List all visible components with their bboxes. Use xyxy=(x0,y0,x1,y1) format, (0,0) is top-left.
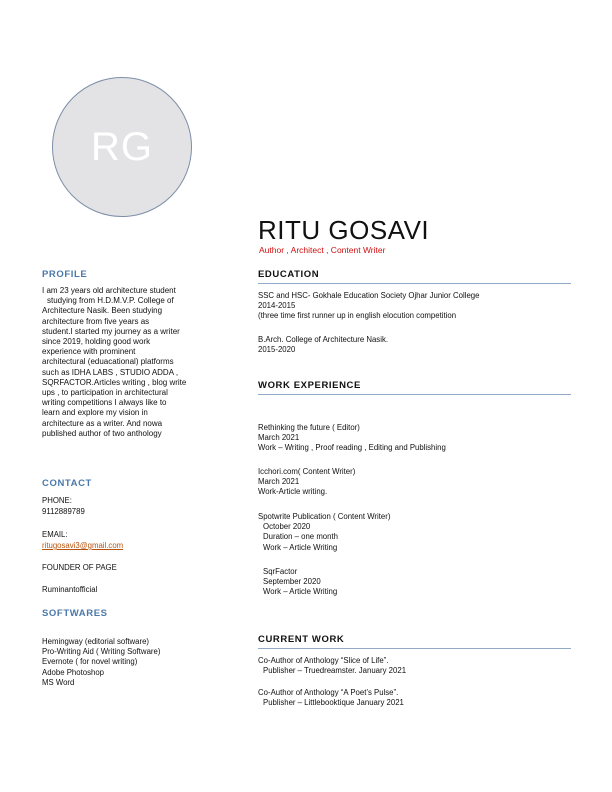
profile-line: learn and explore my vision in xyxy=(42,408,148,418)
work-entry xyxy=(258,567,337,598)
work-line: Duration – one month xyxy=(263,532,338,542)
profile-line: I am 23 years old architecture student xyxy=(42,286,176,295)
profile-line: architecture as a writer. And nowa xyxy=(42,418,163,428)
work-line: SqrFactor xyxy=(263,567,298,576)
work-rule xyxy=(258,394,571,395)
profile-line: writing competitions I always like to xyxy=(42,398,167,408)
work-line: Work – Article Writing xyxy=(263,542,338,552)
work-entry xyxy=(258,467,355,498)
profile-line: since 2019, holding good work xyxy=(42,337,151,347)
subtitle: Author , Architect , Content Writer xyxy=(259,245,386,255)
work-line: September 2020 xyxy=(263,577,321,587)
profile-line: architecture from five years as xyxy=(42,316,150,326)
profile-line: such as IDHA LABS , STUDIO ADDA , xyxy=(42,367,179,377)
work-line: Work-Article writing. xyxy=(258,487,328,497)
software-item: Pro-Writing Aid ( Writing Software) xyxy=(42,647,161,657)
education-line: (three time first runner up in english elocution competition xyxy=(258,311,457,321)
current-line: Publisher – Truedreamster. January 2021 xyxy=(263,666,407,676)
work-heading: WORK EXPERIENCE xyxy=(258,380,361,391)
education-line: SSC and HSC- Gokhale Education Society Ojhar Junior College xyxy=(258,291,480,300)
softwares-heading: SOFTWARES xyxy=(42,608,108,619)
software-item: MS Word xyxy=(42,677,75,687)
avatar xyxy=(52,77,192,217)
profile-text xyxy=(42,286,242,439)
work-line: October 2020 xyxy=(263,522,311,532)
profile-line: studying from H.D.M.V.P. College of xyxy=(47,296,174,306)
work-line: Icchori.com( Content Writer) xyxy=(258,467,356,476)
contact-heading: CONTACT xyxy=(42,478,92,489)
profile-line: published author of two anthology xyxy=(42,428,162,438)
current-line: Publisher – Littlebooktique January 2021 xyxy=(263,698,404,708)
work-entry xyxy=(258,423,446,454)
education-line: 2015-2020 xyxy=(258,345,296,355)
avatar-initials: RG xyxy=(91,124,153,169)
work-line: Spotwrite Publication ( Content Writer) xyxy=(258,512,391,521)
page-title: RITU GOSAVI xyxy=(258,215,430,245)
current-entry xyxy=(258,688,404,708)
work-entry xyxy=(258,512,390,553)
work-line: March 2021 xyxy=(258,433,300,443)
profile-line: SQRFACTOR.Articles writing , blog write xyxy=(42,377,187,387)
profile-line: ups , to participation in architectural xyxy=(42,388,168,398)
education-entry xyxy=(258,335,388,355)
work-line: Rethinking the future ( Editor) xyxy=(258,423,360,432)
profile-line: architectural (eduacational) platforms xyxy=(42,357,174,367)
work-line: Work – Article Writing xyxy=(263,587,338,597)
phone-label: PHONE: xyxy=(42,496,72,505)
profile-heading: PROFILE xyxy=(42,269,88,280)
education-entry xyxy=(258,291,479,322)
current-rule xyxy=(258,648,571,649)
page-name: Ruminantofficial xyxy=(42,585,98,594)
current-heading: CURRENT WORK xyxy=(258,634,345,645)
profile-line: experience with prominent xyxy=(42,347,136,357)
work-line: March 2021 xyxy=(258,477,300,487)
current-entry xyxy=(258,656,406,676)
email-link[interactable]: ritugosavi3@gmail.com xyxy=(42,541,124,550)
profile-line: Architecture Nasik. Been studying xyxy=(42,306,163,316)
education-line: B.Arch. College of Architecture Nasik. xyxy=(258,335,389,344)
education-rule xyxy=(258,283,571,284)
profile-line: student.I started my journey as a writer xyxy=(42,326,180,336)
email-label: EMAIL: xyxy=(42,530,68,539)
software-item: Hemingway (editorial software) xyxy=(42,637,150,646)
phone-value: 9112889789 xyxy=(42,507,85,516)
work-line: Work – Writing , Proof reading , Editing and Publishing xyxy=(258,443,446,453)
education-line: 2014-2015 xyxy=(258,301,296,311)
software-item: Evernote ( for novel writing) xyxy=(42,657,138,667)
founder-label: FOUNDER OF PAGE xyxy=(42,563,117,572)
software-list xyxy=(42,637,160,688)
education-heading: EDUCATION xyxy=(258,269,320,280)
current-line: Co-Author of Anthology “Slice of Life”. xyxy=(258,656,389,665)
current-line: Co-Author of Anthology “A Poet’s Pulse”. xyxy=(258,688,399,697)
software-item: Adobe Photoshop xyxy=(42,667,104,677)
